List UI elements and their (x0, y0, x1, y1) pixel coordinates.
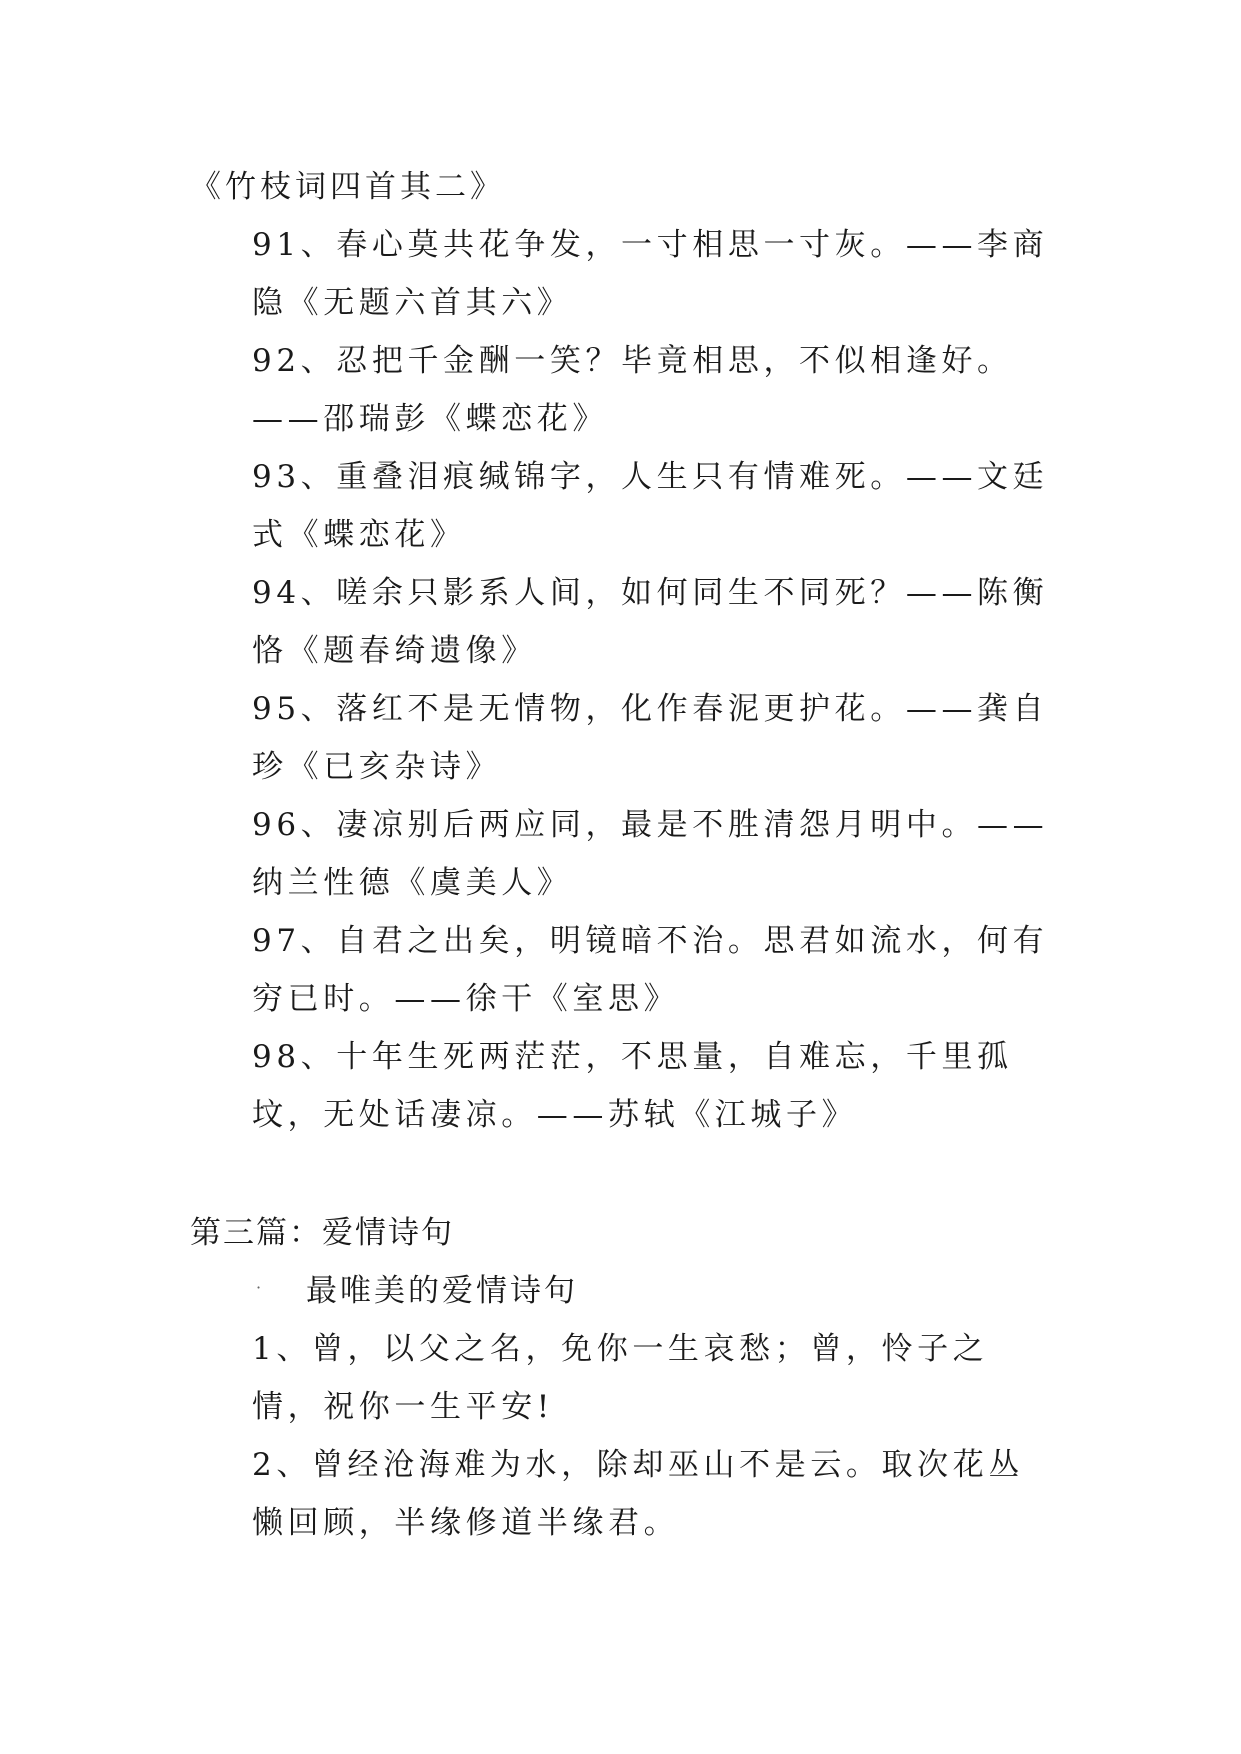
poem-entry-97: 97、自君之出矣，明镜暗不治。思君如流水，何有穷已时。——徐干《室思》 (252, 923, 1049, 1017)
sub-heading (190, 1262, 1050, 1320)
love-poem-entry-1: 1、曾，以父之名，免你一生哀愁；曾，怜子之情，祝你一生平安! (252, 1331, 989, 1425)
section-heading: 第三篇：爱情诗句 (190, 1215, 454, 1251)
poem-entry-93: 93、重叠泪痕缄锦字，人生只有情难死。——文廷式《蝶恋花》 (252, 459, 1049, 553)
section-spacer (190, 1144, 1050, 1204)
poem-source-fragment: 《竹枝词四首其二》 (190, 169, 505, 205)
poem-entry-95: 95、落红不是无情物，化作春泥更护花。——龚自珍《已亥杂诗》 (252, 691, 1049, 785)
sub-heading-text: 最唯美的爱情诗句 (306, 1273, 578, 1309)
poem-entry-98: 98、十年生死两茫茫，不思量，自难忘，千里孤坟，无处话凄凉。——苏轼《江城子》 (252, 1039, 1013, 1133)
poem-entry-96: 96、凄凉别后两应同，最是不胜清怨月明中。——纳兰性德《虞美人》 (252, 807, 1049, 901)
poem-entry-94: 94、嗟余只影系人间，如何同生不同死？——陈衡恪《题春绮遗像》 (252, 575, 1049, 669)
love-poem-entry-2: 2、曾经沧海难为水，除却巫山不是云。取次花丛懒回顾，半缘修道半缘君。 (252, 1447, 1024, 1541)
poem-entry-92: 92、忍把千金酬一笑？毕竟相思，不似相逢好。——邵瑞彭《蝶恋花》 (252, 343, 1013, 437)
document-body (190, 158, 1050, 1552)
bullet-dot: · (256, 1278, 265, 1297)
poem-entry-91: 91、春心莫共花争发，一寸相思一寸灰。——李商隐《无题六首其六》 (252, 227, 1049, 321)
